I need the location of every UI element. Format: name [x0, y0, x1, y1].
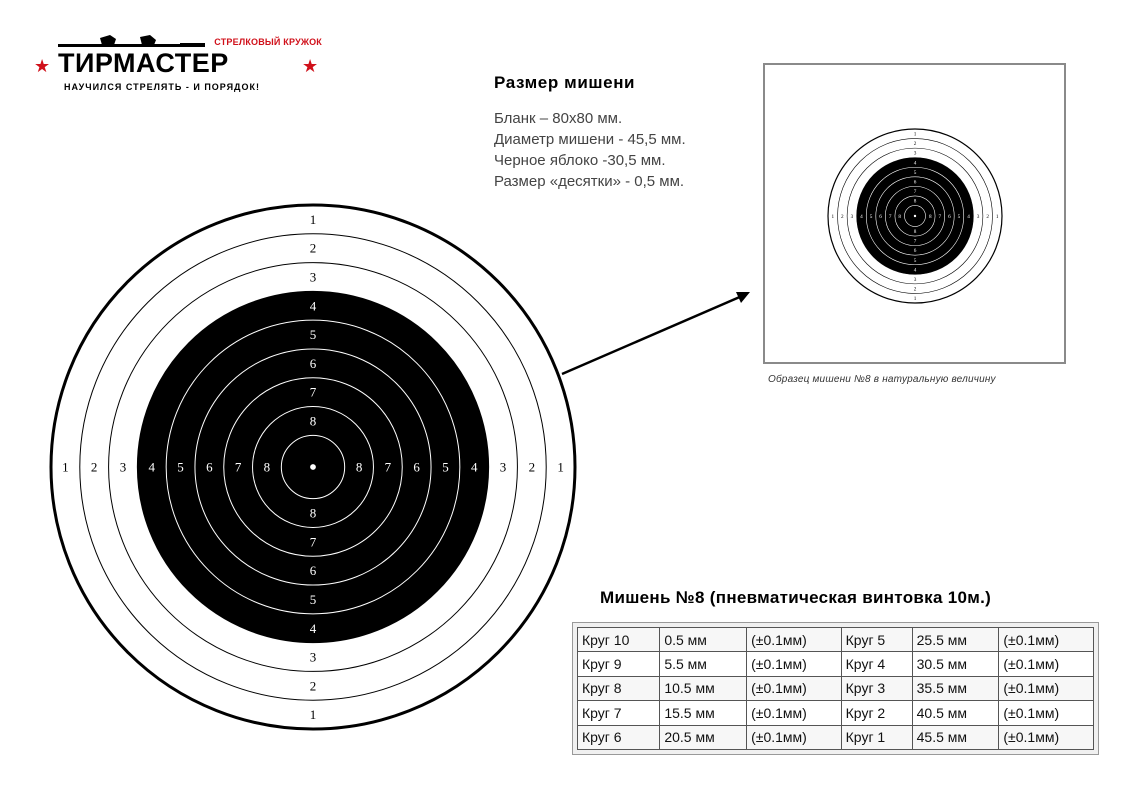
ring-number: 3: [309, 649, 317, 665]
ring-number: 6: [309, 355, 317, 371]
table-cell: Круг 5: [841, 628, 912, 652]
table-cell: 15.5 мм: [660, 701, 747, 725]
table-cell: (±0.1мм): [747, 701, 842, 725]
ring-number: 2: [913, 286, 917, 293]
spec-line: Размер «десятки» - 0,5 мм.: [494, 173, 685, 190]
table-cell: Круг 6: [578, 725, 660, 749]
table-row: [578, 652, 1094, 676]
ring-number: 8: [913, 229, 917, 236]
table-row: [578, 725, 1094, 749]
ring-number: 5: [177, 459, 184, 475]
ring-number: 8: [913, 198, 917, 205]
table-cell: 35.5 мм: [912, 676, 999, 700]
table-cell: 30.5 мм: [912, 652, 999, 676]
spec-table: [572, 622, 1099, 755]
table-cell: (±0.1мм): [999, 652, 1094, 676]
table-cell: (±0.1мм): [747, 676, 842, 700]
ring-number: 1: [309, 707, 317, 723]
ring-number: 5: [309, 327, 317, 343]
ring-number: 2: [309, 678, 317, 694]
ring-number: 3: [850, 213, 854, 220]
ring-number: 8: [309, 413, 317, 429]
table-cell: Круг 10: [578, 628, 660, 652]
ring-number: 1: [995, 213, 999, 220]
ring-number: 6: [206, 459, 213, 475]
center-dot: [310, 464, 316, 470]
table-cell: 10.5 мм: [660, 676, 747, 700]
ring-number: 2: [528, 459, 536, 475]
ring-number: 7: [309, 534, 317, 550]
ring-number: 1: [913, 296, 917, 303]
ring-number: 3: [913, 150, 917, 157]
ring-number: 7: [309, 384, 317, 400]
ring-number: 4: [148, 459, 156, 475]
ring-number: 2: [841, 213, 844, 220]
ring-number: 6: [309, 563, 317, 579]
spec-title: Размер мишени: [494, 73, 636, 92]
club-label: СТРЕЛКОВЫЙ КРУЖОК: [214, 37, 322, 47]
ring-number: 8: [355, 459, 363, 475]
ring-number: 5: [957, 213, 961, 220]
sample-caption: Образец мишени №8 в натуральную величину: [768, 374, 996, 385]
ring-number: 1: [831, 213, 835, 220]
target-large: [46, 200, 581, 735]
ring-number: 6: [913, 179, 917, 186]
ring-number: 5: [913, 257, 917, 264]
ring-number: 3: [119, 459, 127, 475]
ring-number: 6: [413, 459, 420, 475]
ring-number: 1: [913, 131, 917, 138]
table-cell: (±0.1мм): [747, 725, 842, 749]
table-cell: (±0.1мм): [999, 725, 1094, 749]
table-cell: 25.5 мм: [912, 628, 999, 652]
ring-number: 8: [263, 459, 271, 475]
ring-number: 4: [913, 267, 917, 274]
table-cell: Круг 1: [841, 725, 912, 749]
ring-number: 5: [442, 459, 449, 475]
ring-number: 3: [976, 213, 980, 220]
ring-number: 2: [913, 141, 917, 148]
ring-number: 4: [860, 213, 863, 220]
ring-number: 3: [309, 269, 317, 285]
table-cell: 0.5 мм: [660, 628, 747, 652]
ring-number: 8: [928, 213, 932, 220]
ring-number: 4: [913, 160, 917, 167]
table-cell: (±0.1мм): [747, 628, 842, 652]
ring-number: 8: [898, 213, 902, 220]
ring-number: 1: [557, 459, 564, 475]
table-cell: 5.5 мм: [660, 652, 747, 676]
ring-number: 7: [888, 213, 892, 220]
ring-number: 7: [913, 238, 917, 245]
table-title: Мишень №8 (пневматическая винтовка 10м.): [600, 588, 992, 607]
target-sample: [825, 126, 1005, 306]
ring-number: 5: [869, 213, 873, 220]
table-cell: Круг 7: [578, 701, 660, 725]
table-cell: Круг 9: [578, 652, 660, 676]
ring-number: 3: [913, 276, 917, 283]
sample-frame: [763, 63, 1066, 364]
star-icon: ★: [302, 56, 319, 76]
ring-number: 2: [986, 213, 989, 220]
ring-number: 3: [499, 459, 507, 475]
spec-line: Бланк – 80х80 мм.: [494, 110, 623, 127]
logo-name: ТИРМАСТЕР: [58, 48, 229, 78]
table-cell: 45.5 мм: [912, 725, 999, 749]
ring-number: 4: [309, 620, 317, 636]
ring-number: 6: [879, 213, 882, 220]
table-cell: Круг 3: [841, 676, 912, 700]
ring-number: 5: [309, 591, 317, 607]
star-icon: ★: [34, 56, 51, 76]
ring-number: 7: [913, 188, 917, 195]
ring-number: 2: [309, 240, 317, 256]
table-cell: Круг 2: [841, 701, 912, 725]
table-cell: (±0.1мм): [999, 701, 1094, 725]
table-cell: (±0.1мм): [999, 676, 1094, 700]
spec-line: Диаметр мишени - 45,5 мм.: [494, 131, 686, 148]
table-row: [578, 701, 1094, 725]
table-cell: (±0.1мм): [747, 652, 842, 676]
center-dot: [914, 215, 916, 217]
ring-number: 6: [913, 248, 917, 255]
ring-number: 1: [309, 211, 317, 227]
logo-slogan: НАУЧИЛСЯ СТРЕЛЯТЬ - И ПОРЯДОК!: [64, 82, 260, 92]
ring-number: 1: [62, 459, 69, 475]
ring-number: 2: [90, 459, 98, 475]
table-row: [578, 676, 1094, 700]
ring-number: 6: [948, 213, 951, 220]
ring-number: 7: [234, 459, 242, 475]
table-cell: 20.5 мм: [660, 725, 747, 749]
ring-number: 4: [470, 459, 478, 475]
ring-number: 7: [938, 213, 942, 220]
table-row: [578, 628, 1094, 652]
table-cell: Круг 4: [841, 652, 912, 676]
ring-number: 4: [967, 213, 970, 220]
ring-number: 8: [309, 505, 317, 521]
ring-number: 4: [309, 298, 317, 314]
table-cell: Круг 8: [578, 676, 660, 700]
table-cell: (±0.1мм): [999, 628, 1094, 652]
table-cell: 40.5 мм: [912, 701, 999, 725]
ring-number: 7: [384, 459, 392, 475]
ring-number: 5: [913, 169, 917, 176]
spec-line: Черное яблоко -30,5 мм.: [494, 152, 666, 169]
